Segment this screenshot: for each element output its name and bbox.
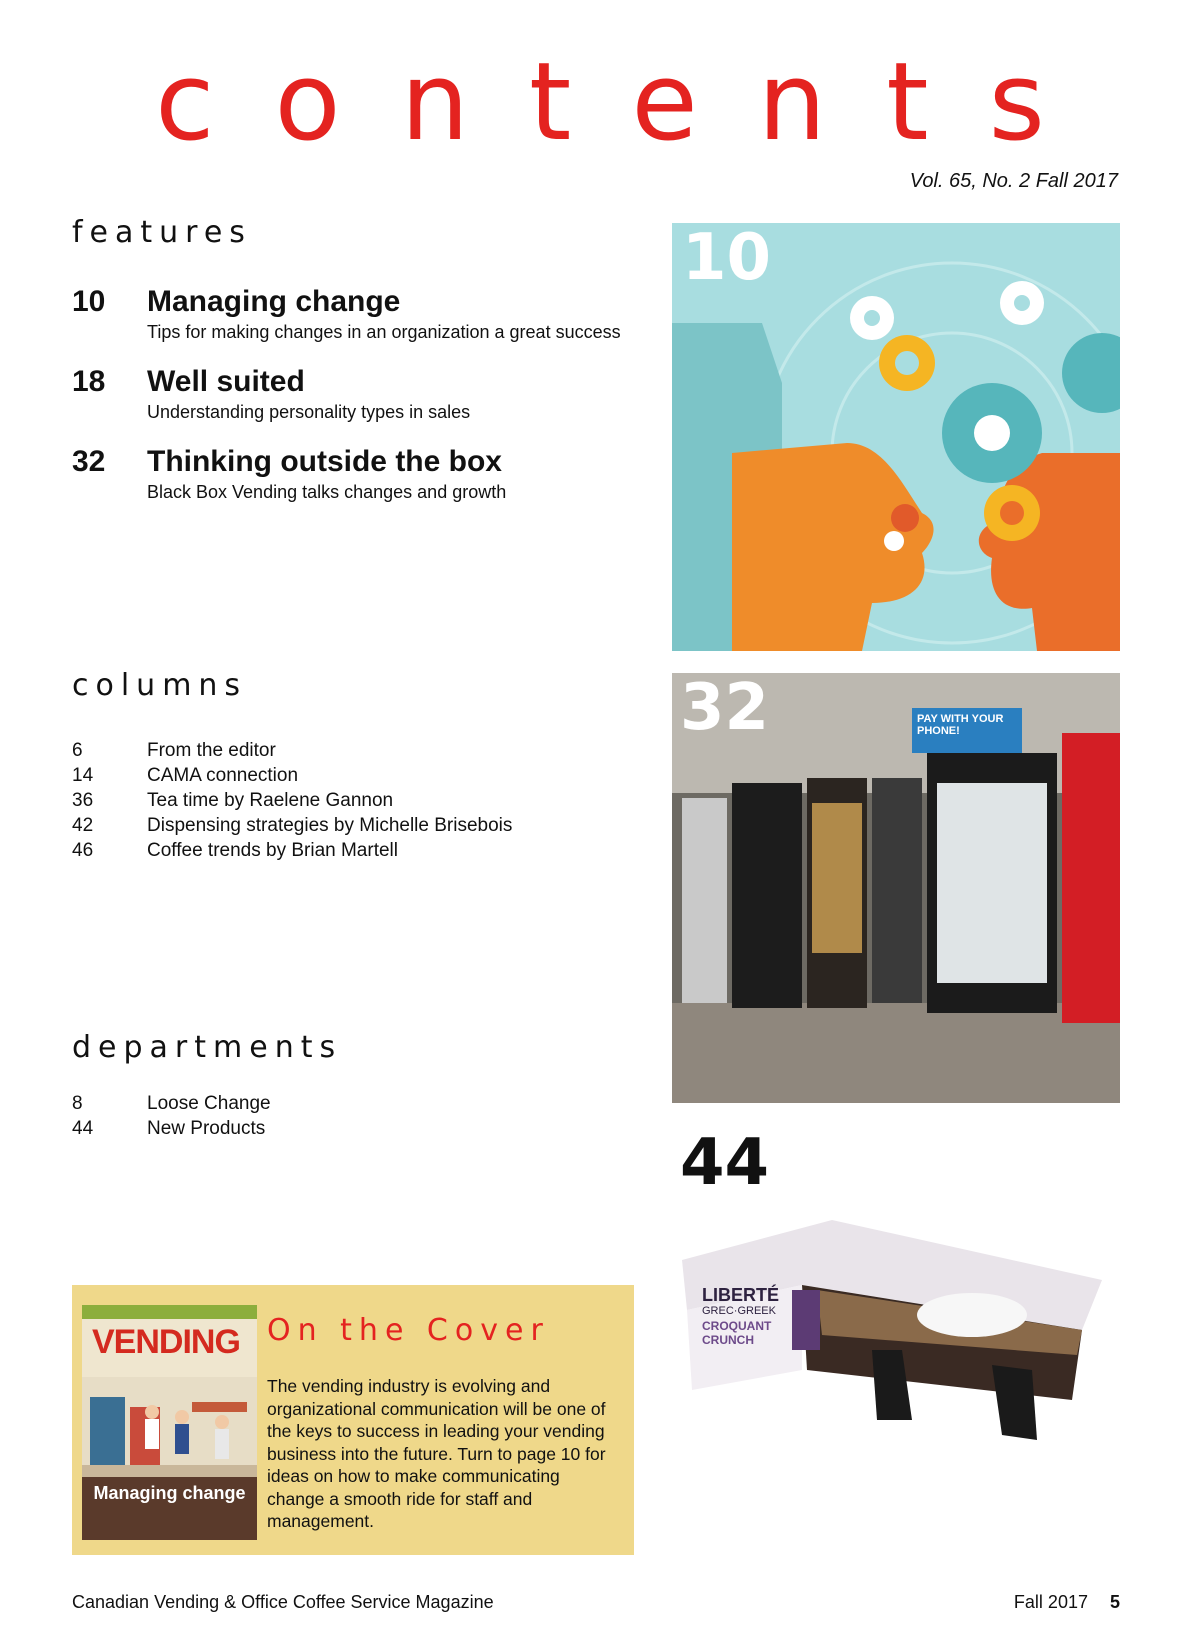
footer-magazine-name: Canadian Vending & Office Coffee Service Magazine	[72, 1592, 494, 1612]
on-the-cover-box	[72, 1285, 634, 1555]
feature-subtitle: Black Box Vending talks changes and growth	[147, 482, 507, 502]
feature-page: 18	[72, 365, 106, 398]
new-product-image[interactable]	[672, 1120, 1120, 1450]
cover-top-bar	[82, 1305, 257, 1319]
managing-change-image[interactable]	[672, 223, 1120, 651]
column-title: CAMA connection	[147, 765, 299, 786]
department-page: 44	[72, 1118, 94, 1139]
footer-issue: Fall 2017	[1013, 1592, 1088, 1612]
feature-subtitle: Tips for making changes in an organization a great success	[147, 322, 621, 342]
cover-scene-icon	[82, 1377, 257, 1477]
vending-machines-image[interactable]	[672, 673, 1120, 1103]
department-title: Loose Change	[147, 1093, 271, 1114]
footer-issue-page	[1014, 1592, 1120, 1613]
features-heading: features	[72, 215, 252, 250]
cover-thumbnail[interactable]	[82, 1305, 257, 1540]
on-cover-text: The vending industry is evolving and organizational communication will be one of the keys to success in leading your vending business into the future. Turn to page 10 for ideas on how to make communicating change a smooth ride for staff and management.	[267, 1376, 606, 1531]
cover-headline: Managing change	[93, 1483, 246, 1503]
page-number: 5	[1109, 1592, 1120, 1612]
feature-title: Thinking outside the box	[147, 445, 502, 478]
department-page: 8	[72, 1093, 83, 1114]
column-page: 36	[72, 790, 94, 811]
column-title: Coffee trends by Brian Martell	[147, 840, 398, 861]
feature-item[interactable]	[72, 365, 652, 435]
feature-page: 32	[72, 445, 106, 478]
column-page: 46	[72, 840, 94, 861]
product-flavor: CROQUANT CRUNCH	[702, 1319, 772, 1347]
feature-title: Well suited	[147, 365, 305, 398]
page-title: contents	[155, 40, 1105, 165]
feature-item[interactable]	[72, 445, 652, 515]
image-page-number: 32	[680, 673, 770, 745]
product-type: GREC·GREEK	[702, 1305, 776, 1317]
issue-info: Vol. 65, No. 2 Fall 2017	[909, 170, 1118, 192]
column-title: Tea time by Raelene Gannon	[147, 790, 394, 811]
image-sign-text: PAY WITH YOUR PHONE!	[917, 713, 1004, 737]
product-brand: LIBERTÉ	[702, 1285, 780, 1305]
image-page-number: 44	[680, 1126, 770, 1200]
cover-illustration	[82, 1377, 257, 1477]
cover-masthead: VENDING	[92, 1323, 240, 1361]
feature-page: 10	[72, 285, 106, 318]
on-cover-heading: On the Cover	[267, 1313, 550, 1348]
feature-title: Managing change	[147, 285, 401, 318]
column-page: 42	[72, 815, 94, 836]
departments-heading: departments	[72, 1030, 343, 1065]
feature-subtitle: Understanding personality types in sales	[147, 402, 471, 422]
column-page: 14	[72, 765, 94, 786]
columns-heading: columns	[72, 668, 248, 703]
feature-item[interactable]	[72, 285, 652, 355]
column-page: 6	[72, 740, 83, 761]
column-title: From the editor	[147, 740, 276, 761]
column-title: Dispensing strategies by Michelle Brisebois	[147, 815, 513, 836]
department-title: New Products	[147, 1118, 266, 1139]
image-page-number: 10	[682, 223, 772, 295]
